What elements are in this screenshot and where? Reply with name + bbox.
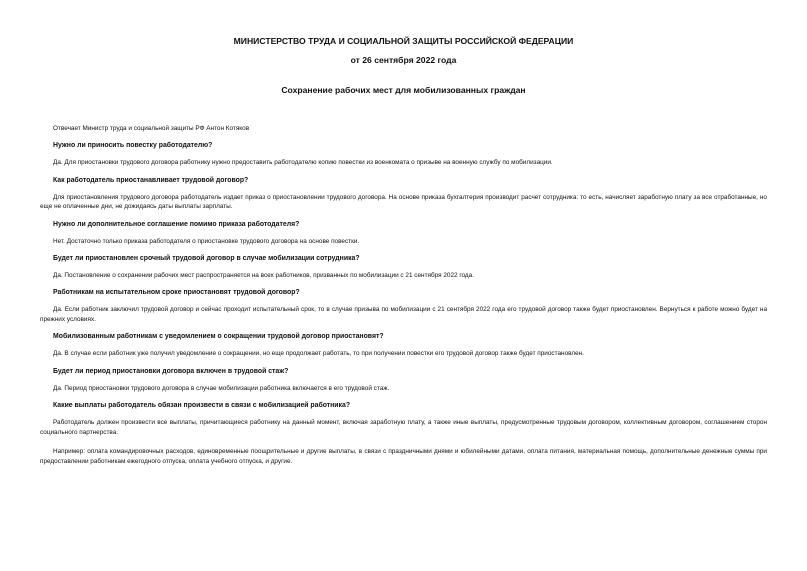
question-1: Нужно ли приносить повестку работодателю? <box>53 142 213 150</box>
question-6: Мобилизованным работникам с уведомлением о сокращении трудовой договор приостановят? <box>53 333 384 341</box>
answer-7: Да. Период приостановки трудового договора в случае мобилизации работника включается в его трудовой стаж. <box>53 384 390 392</box>
document-date: от 26 сентября 2022 года <box>350 55 457 65</box>
answer-8-part-2: Например: оплата командировочных расходов, единовременные поощрительные и другие выплаты, в связи с праздничными днями и юбилейными датами, оплата питания, материальная помощь, дополнительные денежные суммы при предоставлении работникам ежегодного отпуска, оплата учебного отпуска, и другие. <box>40 448 767 465</box>
answer-4: Да. Постановление о сохранении рабочих мест распространяется на всех работников, призванных по мобилизации с 21 сентября 2022 года. <box>53 272 474 280</box>
document-title: Сохранение рабочих мест для мобилизованных граждан <box>281 85 526 95</box>
question-8: Какие выплаты работодатель обязан произвести в связи с мобилизацией работника? <box>53 402 351 409</box>
answer-3: Нет. Достаточно только приказа работодателя о приостановке трудового договора на основе повестки. <box>53 237 360 245</box>
ministry-heading: МИНИСТЕРСТВО ТРУДА И СОЦИАЛЬНОЙ ЗАЩИТЫ РОССИЙСКОЙ ФЕДЕРАЦИИ <box>233 36 574 46</box>
answer-5: Да. Если работник заключил трудовой договор и сейчас проходит испытательный срок, то в случае призыва по мобилизации с 21 сентября 2022 года его трудовой договор также будет приостановлен. Вернуться к работе можно будет на прежних условиях. <box>40 306 767 324</box>
answer-1: Да. Для приостановки трудового договора работнику нужно предоставить работодателю копию повестки из военкомата о призыве на военную службу по мобилизации. <box>53 159 553 167</box>
question-2: Как работодатель приостанавливает трудовой договор? <box>53 176 249 184</box>
answer-6: Да. В случае если работник уже получил уведомление о сокращении, но еще продолжает работать, то при получении повестки его трудовой договор также будет приостановлен. <box>53 350 584 358</box>
question-3: Нужно ли дополнительное соглашение помимо приказа работодателя? <box>53 220 300 228</box>
answer-8-part-1: Работодатель должен произвести все выплаты, причитающиеся работнику на данный момент, включая заработную плату, а также иные выплаты, предусмотренные трудовым договором, коллективным договором, соглашением сторон социального партнерства. <box>40 419 767 436</box>
question-4: Будет ли приостановлен срочный трудовой договор в случае мобилизации сотрудника? <box>53 254 360 262</box>
intro-text: Отвечает Министр труда и социальной защиты РФ Антон Котяков <box>53 125 250 132</box>
document-body <box>40 124 767 467</box>
question-5: Работникам на испытательном сроке приостановят трудовой договор? <box>53 289 300 297</box>
answer-2: Для приостановления трудового договора работодатель издает приказ о приостановлении трудового договора. На основе приказа бухгалтерия производит расчет сотрудника: то есть, начисляет заработную плату за все отработанные, но еще не оплаченные дни, не дожидаясь даты выплаты зарплаты. <box>40 193 767 211</box>
question-7: Будет ли период приостановки договора включен в трудовой стаж? <box>53 367 289 375</box>
